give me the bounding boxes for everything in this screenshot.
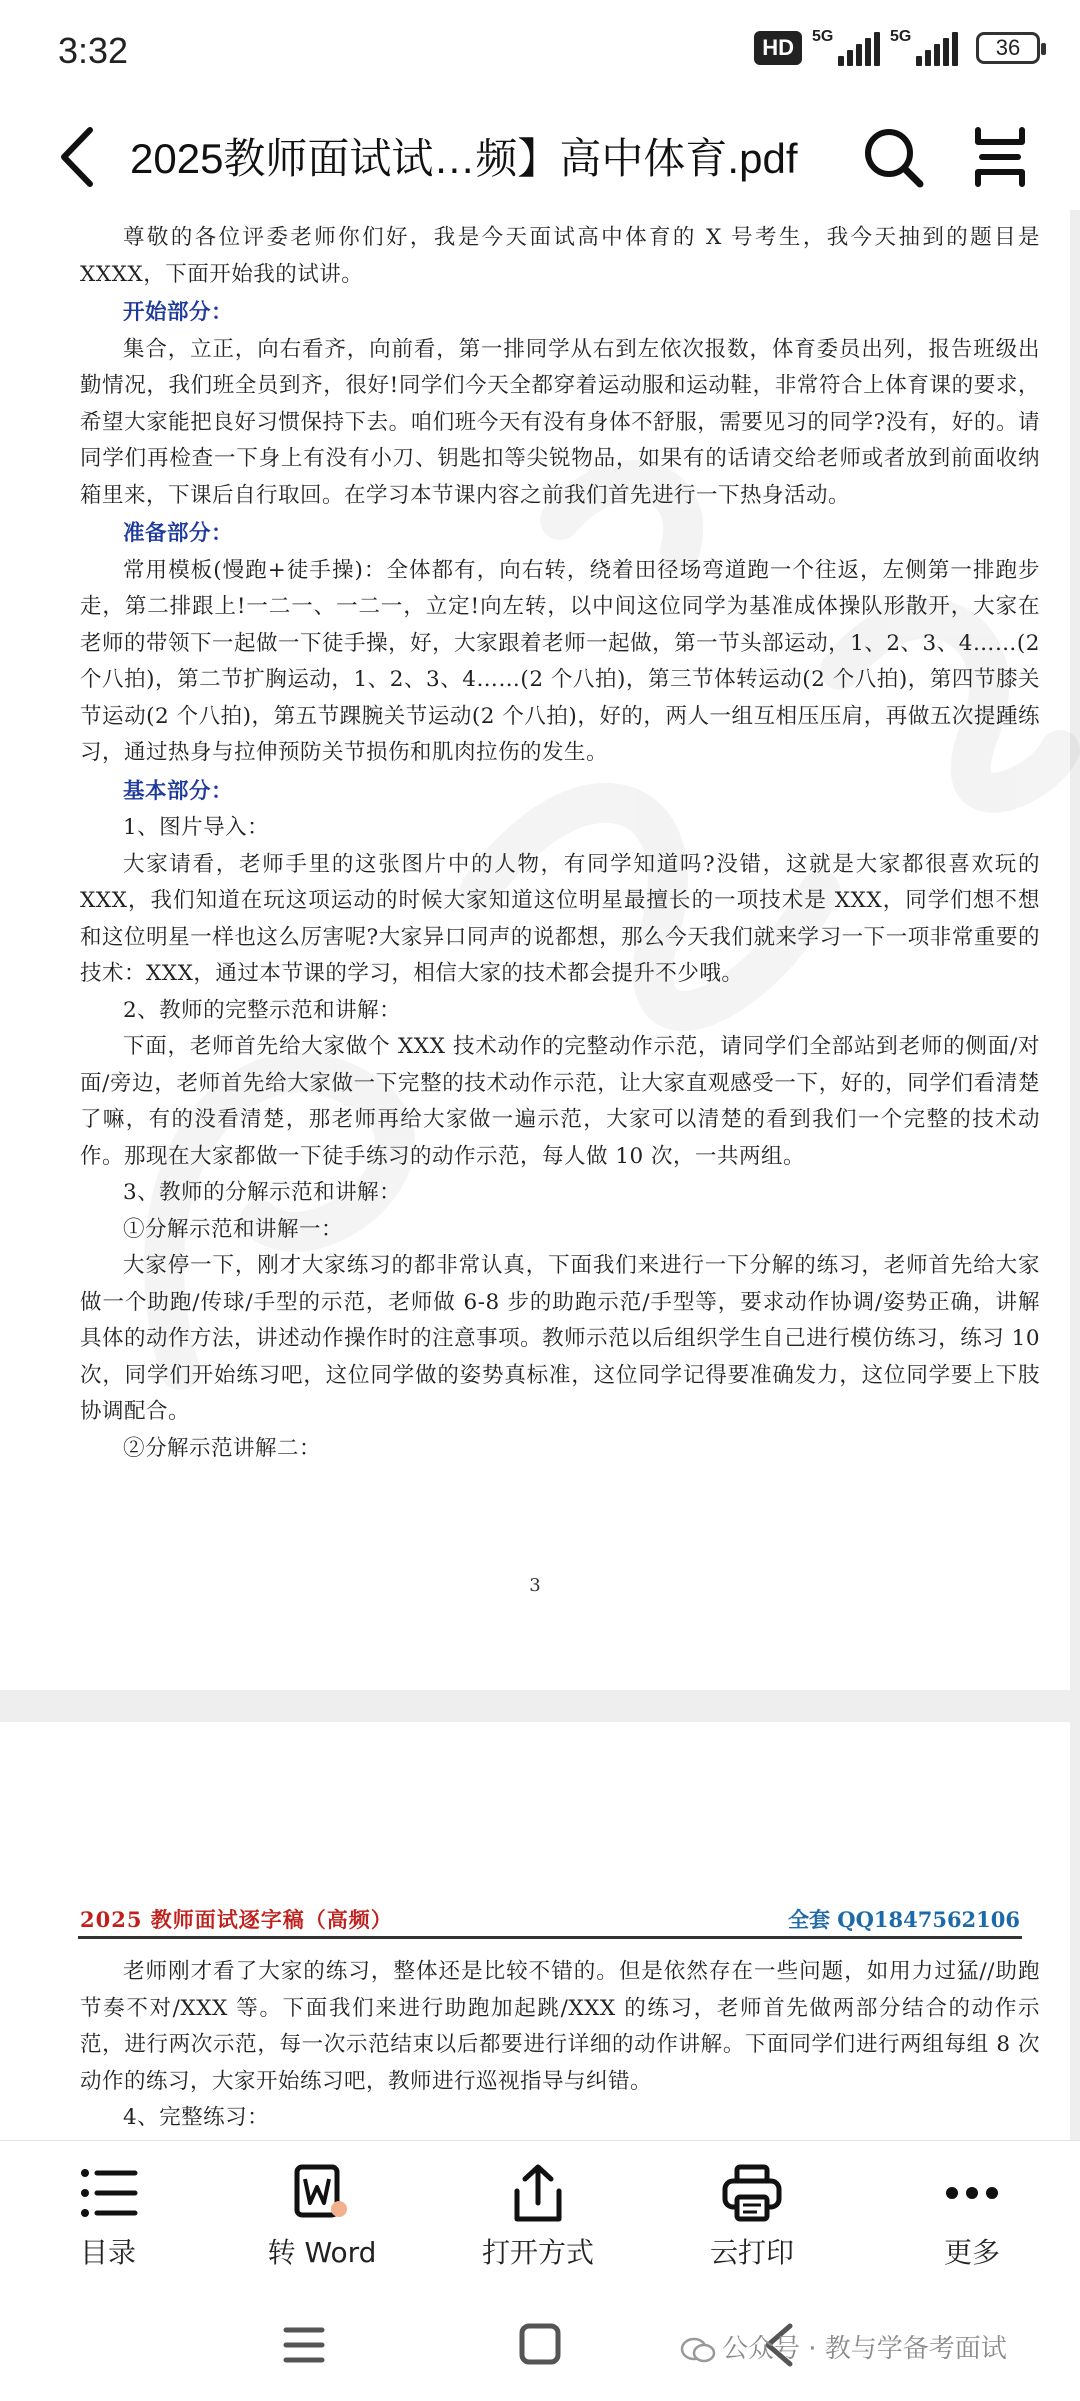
list-item-heading: 4、完整练习：	[123, 2105, 270, 2130]
paragraph: 下面，老师首先给大家做个 XXX 技术动作的完整动作示范，请同学们全部站到老师的侧面/对面/旁边，老师首先给大家做一下完整的技术动作示范，让大家直观感受一下，好的，同学们看清楚了嘛，有的没看清楚，那老师再给大家做一遍示范，大家可以清楚的看到我们一个完整的技术动作。那现在大家都做一下徒手练习的动作示范，每人做 10 次，一共两组。	[80, 1034, 1040, 1169]
paragraph: 老师刚才看了大家的练习，整体还是比较不错的。但是依然存在一些问题，如用力过猛//助跑节奏不对/XXX 等。下面我们来进行助跑加起跳/XXX 的练习，老师首先做两部分结合的动作示范，进行两次示范，每一次示范结束以后都要进行详细的动作讲解。下面同学们进行两组每组 8 次动作的练习，大家开始练习吧，教师进行巡视指导与纠错。	[80, 1959, 1040, 2094]
page-header-contact: 全套 QQ1847562106	[787, 1907, 1020, 1932]
status-time: 3:32	[58, 30, 129, 71]
word-convert-icon	[287, 2163, 357, 2223]
recent-apps-button[interactable]	[264, 2310, 344, 2380]
cloud-print-button[interactable]	[672, 2163, 832, 2271]
system-nav-bar	[0, 2290, 1080, 2401]
list-item-heading: 1、图片导入：	[123, 815, 270, 840]
chevron-left-icon	[50, 122, 110, 192]
list-item-heading: ①分解示范和讲解一：	[123, 1216, 344, 1242]
home-button[interactable]	[500, 2310, 580, 2380]
app-header	[0, 100, 1080, 210]
page-3-text	[80, 220, 1040, 1467]
open-with-label: 打开方式	[481, 2236, 594, 2269]
bottom-toolbar	[0, 2140, 1080, 2291]
section-heading-prepare: 准备部分：	[123, 521, 234, 546]
open-with-button[interactable]	[458, 2163, 618, 2271]
signal-icon-sim1: 5G	[812, 30, 880, 66]
toc-label: 目录	[79, 2236, 136, 2269]
wechat-icon	[680, 2337, 716, 2363]
source-watermark	[680, 2328, 1007, 2365]
section-heading-basic: 基本部分：	[123, 778, 234, 804]
header-rule	[78, 1936, 1022, 1939]
menu-icon	[264, 2310, 344, 2380]
paragraph: 集合，立正，向右看齐，向前看，第一排同学从右到左依次报数，体育委员出列，报告班级出勤情况，我们班全员到齐，很好!同学们今天全都穿着运动服和运动鞋，非常符合上体育课的要求，希望大家能把良好习惯保持下去。咱们班今天有没有身体不舒服，需要见习的同学?没有，好的。请同学们再检查一下身上有没有小刀、钥匙扣等尖锐物品，如果有的话请交给老师或者放到前面收纳箱里来，下课后自行取回。在学习本节课内容之前我们首先进行一下热身活动。	[80, 336, 1040, 508]
section-heading-start: 开始部分：	[123, 300, 234, 325]
expand-icon	[970, 124, 1030, 190]
search-icon	[860, 124, 926, 190]
status-icons	[754, 30, 1040, 66]
page-header-title: 2025 教师面试逐字稿（高频）	[80, 1907, 393, 1932]
document-title: 2025教师面试试…频】高中体育.pdf	[130, 135, 798, 182]
source-watermark-text: 公众号 · 教与学备考面试	[722, 2334, 1007, 2364]
home-square-icon	[500, 2310, 580, 2380]
status-bar	[0, 0, 1080, 100]
list-item-heading: ②分解示范讲解二：	[123, 1435, 322, 1461]
paragraph: 大家停一下，刚才大家练习的都非常认真，下面我们来进行一下分解的练习，老师首先给大家做一个助跑/传球/手型的示范，老师做 6-8 步的助跑示范/手型等，要求动作协调/姿势正确，讲解具体的动作方法，讲述动作操作时的注意事项。教师示范以后组织学生自己进行模仿练习，练习 10 次，同学们开始练习吧，这位同学做的姿势真标准，这位同学记得要准确发力，这位同学要上下肢协调配合。	[80, 1253, 1040, 1424]
paragraph: 常用模板(慢跑+徒手操)：全体都有，向右转，绕着田径场弯道跑一个往返，左侧第一排跑步走，第二排跟上!一二一、一二一，立定!向左转，以中间这位同学为基准成体操队形散开，大家在老师的带领下一起做一下徒手操，好，大家跟着老师一起做，第一节头部运动，1、2、3、4……(2 个八拍)，第二节扩胸运动，1、2、3、4……(2 个八拍)，第三节体转运动(2 个八拍)，第四节膝关节运动(2 个八拍)，第五节踝腕关节运动(2 个八拍)，好的，两人一组互相压压肩，再做五次提踵练习，通过热身与拉伸预防关节损伤和肌肉拉伤的发生。	[80, 557, 1040, 765]
paragraph: 大家请看，老师手里的这张图片中的人物，有同学知道吗?没错，这就是大家都很喜欢玩的 XXX，我们知道在玩这项运动的时候大家知道这位明星最擅长的一项技术是 XXX，同学们想不想和这位明星一样也这么厉害呢?大家异口同声的说都想，那么今天我们就来学习一下一项非常重要的技术：XXX，通过本节课的学习，相信大家的技术都会提升不少哦。	[80, 851, 1040, 986]
signal-icon-sim2: 5G	[890, 30, 958, 66]
document-viewer[interactable]	[0, 210, 1080, 2140]
pdf-page-3	[0, 210, 1070, 1690]
list-icon	[73, 2163, 143, 2223]
list-item-heading: 3、教师的分解示范和讲解：	[123, 1180, 402, 1205]
search-button[interactable]	[860, 124, 926, 190]
share-icon	[503, 2163, 573, 2223]
cloud-print-label: 云打印	[709, 2236, 794, 2269]
back-button[interactable]	[50, 122, 110, 192]
page-number: 3	[529, 1575, 541, 1596]
more-button[interactable]	[892, 2163, 1052, 2271]
to-word-label: 转 Word	[267, 2236, 377, 2269]
list-item-heading: 2、教师的完整示范和讲解：	[123, 997, 402, 1023]
printer-icon	[717, 2163, 787, 2223]
paragraph: 尊敬的各位评委老师你们好，我是今天面试高中体育的 X 号考生，我今天抽到的题目是 XXXX，下面开始我的试讲。	[80, 225, 1040, 287]
toc-button[interactable]	[28, 2163, 188, 2271]
more-label: 更多	[943, 2236, 1000, 2269]
fullscreen-button[interactable]	[970, 124, 1030, 190]
battery-icon: 36	[976, 32, 1040, 64]
more-dots-icon	[937, 2163, 1007, 2223]
hd-voice-icon: HD	[754, 31, 802, 65]
convert-to-word-button[interactable]	[242, 2163, 402, 2271]
